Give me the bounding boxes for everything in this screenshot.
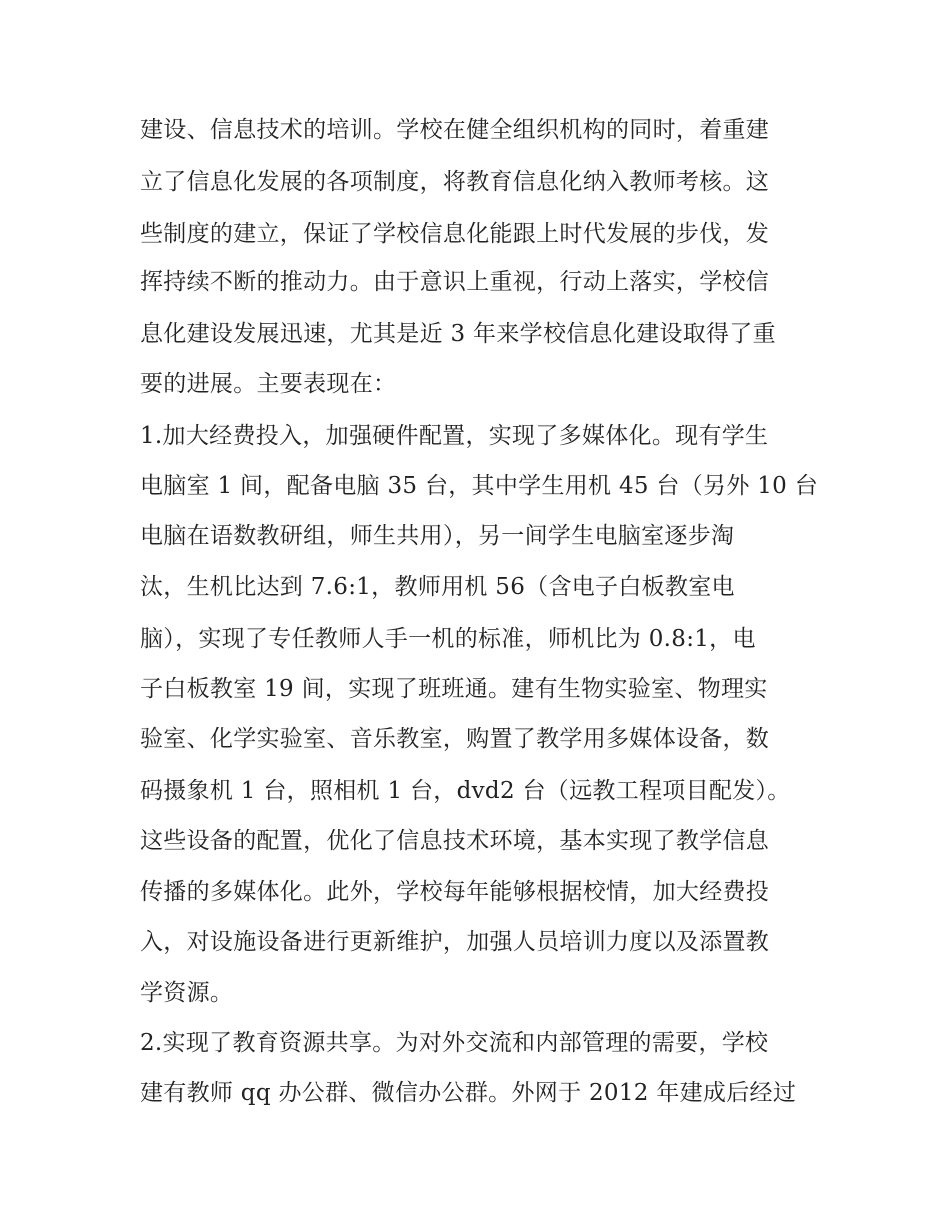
- text-line: 这些设备的配置，优化了信息技术环境，基本实现了教学信息: [140, 828, 770, 854]
- text-line: 立了信息化发展的各项制度，将教育信息化纳入教师考核。这: [140, 169, 770, 195]
- text-line: 2.实现了教育资源共享。为对外交流和内部管理的需要，学校: [140, 1030, 769, 1056]
- text-line: 挥持续不断的推动力。由于意识上重视，行动上落实，学校信: [140, 269, 770, 295]
- text-line: 电脑在语数教研组，师生共用），另一间学生电脑室逐步淘: [140, 523, 735, 549]
- text-line: 些制度的建立，保证了学校信息化能跟上时代发展的步伐，发: [140, 221, 770, 247]
- text-line: 电脑室 1 间，配备电脑 35 台，其中学生用机 45 台（另外 10 台: [140, 473, 819, 499]
- text-line: 建设、信息技术的培训。学校在健全组织机构的同时，着重建: [140, 117, 770, 143]
- text-line: 脑），实现了专任教师人手一机的标准，师机比为 0.8:1，电: [140, 626, 756, 652]
- text-line: 建有教师 qq 办公群、微信办公群。外网于 2012 年建成后经过: [140, 1080, 797, 1106]
- text-line: 子白板教室 19 间，实现了班班通。建有生物实验室、物理实: [140, 676, 768, 702]
- text-line: 汰，生机比达到 7.6:1，教师用机 56（含电子白板教室电: [140, 574, 735, 600]
- text-line: 1.加大经费投入，加强硬件配置，实现了多媒体化。现有学生: [140, 423, 769, 449]
- text-line: 验室、化学实验室、音乐教室，购置了教学用多媒体设备，数: [140, 726, 770, 752]
- text-line: 要的进展。主要表现在：: [140, 371, 397, 397]
- text-line: 入，对设施设备进行更新维护，加强人员培训力度以及添置教: [140, 929, 770, 955]
- text-line: 学资源。: [140, 980, 234, 1006]
- text-line: 传播的多媒体化。此外，学校每年能够根据校情，加大经费投: [140, 879, 770, 905]
- text-line: 息化建设发展迅速，尤其是近 3 年来学校信息化建设取得了重: [140, 321, 776, 347]
- text-line: 码摄象机 1 台，照相机 1 台，dvd2 台（远教工程项目配发）。: [140, 778, 791, 804]
